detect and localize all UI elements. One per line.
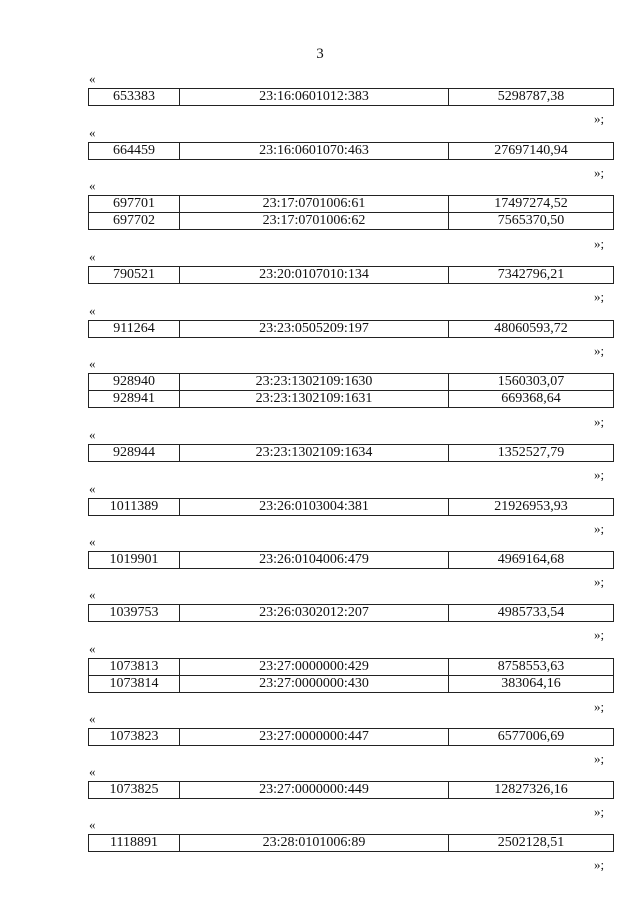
cadastral-number-cell: 23:16:0601012:383: [180, 89, 449, 106]
cadastral-number-cell: 23:23:1302109:1631: [180, 391, 449, 408]
record-number-cell: 928944: [89, 445, 180, 462]
record-number-cell: 911264: [89, 321, 180, 338]
opening-quote: «: [89, 249, 96, 264]
record-number-cell: 697701: [89, 196, 180, 213]
record-number-cell: 653383: [89, 89, 180, 106]
table-row: [89, 676, 614, 693]
record-number-cell: 1073825: [89, 782, 180, 799]
cadastral-number-cell: 23:26:0104006:479: [180, 552, 449, 569]
entry-table: [88, 320, 614, 338]
entry-table: [88, 444, 614, 462]
cadastral-number-cell: 23:27:0000000:447: [180, 729, 449, 746]
value-cell: 8758553,63: [449, 659, 614, 676]
opening-quote: «: [89, 711, 96, 726]
table-row: [89, 445, 614, 462]
record-number-cell: 1039753: [89, 605, 180, 622]
cadastral-number-cell: 23:27:0000000:429: [180, 659, 449, 676]
table-row: [89, 196, 614, 213]
value-cell: 17497274,52: [449, 196, 614, 213]
closing-quote: »;: [594, 467, 605, 482]
entry-table: [88, 266, 614, 284]
value-cell: 1560303,07: [449, 374, 614, 391]
entry-table: [88, 142, 614, 160]
entry-table: [88, 728, 614, 746]
entry-table: [88, 658, 614, 693]
opening-quote: «: [89, 641, 96, 656]
table-row: [89, 267, 614, 284]
table-row: [89, 89, 614, 106]
entry-table: [88, 373, 614, 408]
value-cell: 4985733,54: [449, 605, 614, 622]
closing-quote: »;: [594, 414, 605, 429]
record-number-cell: 1073813: [89, 659, 180, 676]
value-cell: 5298787,38: [449, 89, 614, 106]
table-row: [89, 552, 614, 569]
value-cell: 2502128,51: [449, 835, 614, 852]
entry-table: [88, 781, 614, 799]
opening-quote: «: [89, 356, 96, 371]
closing-quote: »;: [594, 521, 605, 536]
table-row: [89, 782, 614, 799]
closing-quote: »;: [594, 111, 605, 126]
entry-table: [88, 834, 614, 852]
record-number-cell: 1073814: [89, 676, 180, 693]
cadastral-number-cell: 23:16:0601070:463: [180, 143, 449, 160]
table-row: [89, 213, 614, 230]
closing-quote: »;: [594, 236, 605, 251]
page-number: 3: [316, 46, 324, 62]
record-number-cell: 928941: [89, 391, 180, 408]
entry-table: [88, 88, 614, 106]
table-row: [89, 374, 614, 391]
table-row: [89, 321, 614, 338]
value-cell: 48060593,72: [449, 321, 614, 338]
entry-table: [88, 551, 614, 569]
entry-table: [88, 604, 614, 622]
cadastral-number-cell: 23:23:0505209:197: [180, 321, 449, 338]
opening-quote: «: [89, 534, 96, 549]
cadastral-number-cell: 23:27:0000000:430: [180, 676, 449, 693]
cadastral-number-cell: 23:26:0302012:207: [180, 605, 449, 622]
table-row: [89, 499, 614, 516]
closing-quote: »;: [594, 165, 605, 180]
record-number-cell: 1118891: [89, 835, 180, 852]
value-cell: 7342796,21: [449, 267, 614, 284]
opening-quote: «: [89, 71, 96, 86]
opening-quote: «: [89, 481, 96, 496]
opening-quote: «: [89, 764, 96, 779]
value-cell: 4969164,68: [449, 552, 614, 569]
table-row: [89, 659, 614, 676]
table-row: [89, 143, 614, 160]
table-row: [89, 729, 614, 746]
value-cell: 669368,64: [449, 391, 614, 408]
opening-quote: «: [89, 178, 96, 193]
record-number-cell: 790521: [89, 267, 180, 284]
value-cell: 1352527,79: [449, 445, 614, 462]
value-cell: 7565370,50: [449, 213, 614, 230]
value-cell: 12827326,16: [449, 782, 614, 799]
opening-quote: «: [89, 303, 96, 318]
cadastral-number-cell: 23:28:0101006:89: [180, 835, 449, 852]
table-row: [89, 835, 614, 852]
record-number-cell: 928940: [89, 374, 180, 391]
entry-table: [88, 498, 614, 516]
record-number-cell: 664459: [89, 143, 180, 160]
closing-quote: »;: [594, 343, 605, 358]
value-cell: 6577006,69: [449, 729, 614, 746]
closing-quote: »;: [594, 699, 605, 714]
cadastral-number-cell: 23:23:1302109:1634: [180, 445, 449, 462]
closing-quote: »;: [594, 289, 605, 304]
closing-quote: »;: [594, 751, 605, 766]
value-cell: 21926953,93: [449, 499, 614, 516]
entry-table: [88, 195, 614, 230]
cadastral-number-cell: 23:20:0107010:134: [180, 267, 449, 284]
record-number-cell: 1011389: [89, 499, 180, 516]
closing-quote: »;: [594, 627, 605, 642]
opening-quote: «: [89, 125, 96, 140]
value-cell: 27697140,94: [449, 143, 614, 160]
cadastral-number-cell: 23:17:0701006:61: [180, 196, 449, 213]
cadastral-number-cell: 23:23:1302109:1630: [180, 374, 449, 391]
value-cell: 383064,16: [449, 676, 614, 693]
cadastral-number-cell: 23:17:0701006:62: [180, 213, 449, 230]
table-row: [89, 391, 614, 408]
record-number-cell: 1019901: [89, 552, 180, 569]
cadastral-number-cell: 23:27:0000000:449: [180, 782, 449, 799]
opening-quote: «: [89, 427, 96, 442]
closing-quote: »;: [594, 804, 605, 819]
opening-quote: «: [89, 817, 96, 832]
cadastral-number-cell: 23:26:0103004:381: [180, 499, 449, 516]
closing-quote: »;: [594, 857, 605, 872]
table-row: [89, 605, 614, 622]
record-number-cell: 1073823: [89, 729, 180, 746]
closing-quote: »;: [594, 574, 605, 589]
record-number-cell: 697702: [89, 213, 180, 230]
opening-quote: «: [89, 587, 96, 602]
